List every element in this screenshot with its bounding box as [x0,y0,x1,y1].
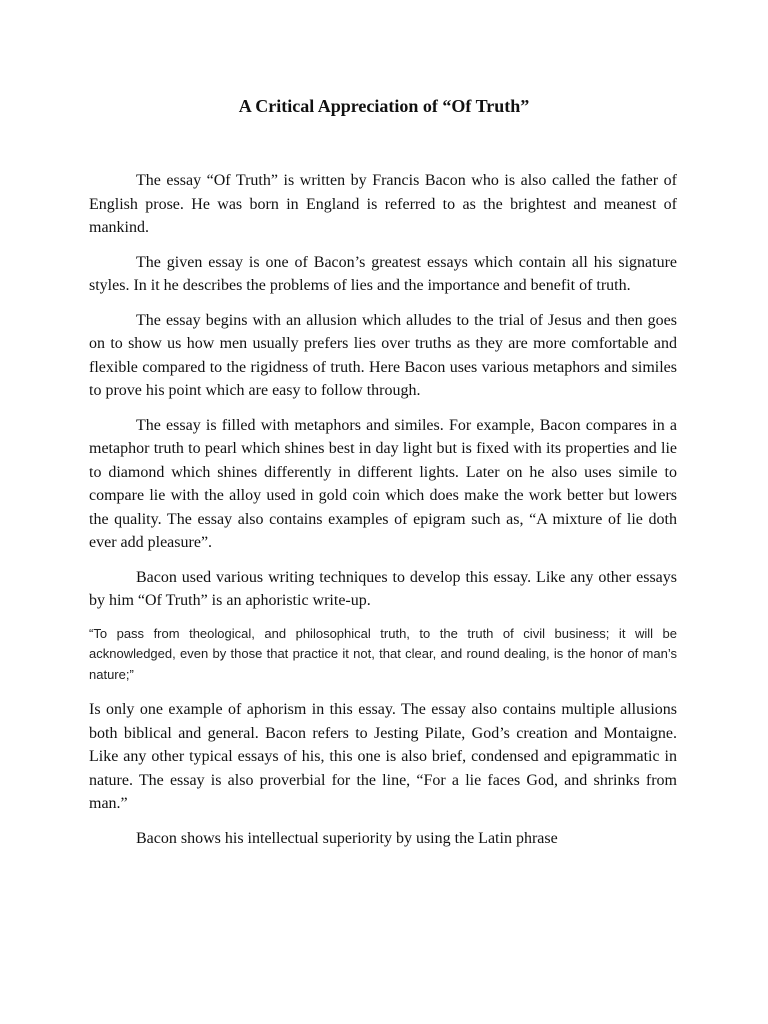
paragraph-1: The essay “Of Truth” is written by Francis Bacon who is also called the father of English prose. He was born in England is referred to as the brightest and meanest of mankind. [89,172,677,236]
paragraph-2: The given essay is one of Bacon’s greatest essays which contain all his signature styles. In it he describes the problems of lies and the importance and benefit of truth. [89,253,677,294]
paragraph-4: The essay is filled with metaphors and similes. For example, Bacon compares in a metaphor truth to pearl which shines best in day light but is fixed with its properties and lie to diamond which shines differently in different lights. Later on he also uses simile to compare lie with the alloy used in gold coin which does make the work better but lowers the quality. The essay also contains examples of epigram such as, “A mixture of lie doth ever add pleasure”. [89,416,677,551]
document-body [89,169,677,861]
block-quote: “To pass from theological, and philosophical truth, to the truth of civil business; it will be acknowledged, even by those that practice it not, that clear, and round dealing, is the honor of man’s nature;” [89,625,677,682]
paragraph-continuation: Is only one example of aphorism in this essay. The essay also contains multiple allusions both biblical and general. Bacon refers to Jesting Pilate, God’s creation and Montaigne. Like any other typical essays of his, this one is also brief, condensed and epigrammatic in nature. The essay is also proverbial for the line, “For a lie faces God, and shrinks from man.” [89,701,677,812]
paragraph-5: Bacon used various writing techniques to develop this essay. Like any other essays by him “Of Truth” is an aphoristic write-up. [89,568,677,609]
document-title: A Critical Appreciation of “Of Truth” [238,96,530,116]
paragraph-3: The essay begins with an allusion which alludes to the trial of Jesus and then goes on to show us how men usually prefers lies over truths as they are more comfortable and flexible compared to the rigidness of truth. Here Bacon uses various metaphors and similes to prove his point which are easy to follow through. [89,311,677,399]
paragraph-last: Bacon shows his intellectual superiority by using the Latin phrase [136,829,558,847]
